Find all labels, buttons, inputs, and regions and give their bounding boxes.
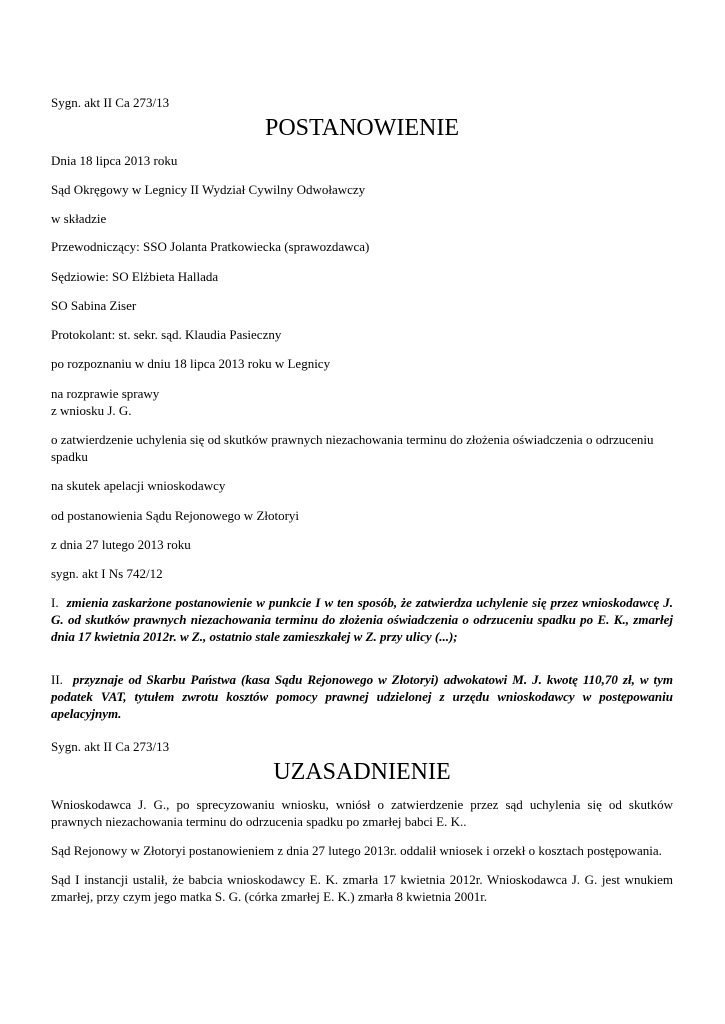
ruling-point-1-text: zmienia zaskarżone postanowienie w punkcie I w ten sposób, że zatwierdza uchylenie się przez wnioskodawcę J. G. od skutków prawnych niezachowania terminu do złożenia oświadczenia o odrzuceniu spadku po E. K., zmarłej dnia 17 kwietnia 2012r. w Z., ostatnio stale zamieszkałej w Z. przy ulicy (...); xyxy=(51,595,674,644)
case-subject: o zatwierdzenie uchylenia się od skutków prawnych niezachowania terminu do złożenia oświadczenia o odrzuceniu spadku xyxy=(51,432,654,464)
justification-signature: Sygn. akt II Ca 273/13 xyxy=(51,739,170,754)
justification-paragraph-2: Sąd Rejonowy w Złotoryi postanowieniem z dnia 27 lutego 2013r. oddalił wniosek i orzekł o kosztach postępowania. xyxy=(51,843,662,858)
decision-date: Dnia 18 lipca 2013 roku xyxy=(51,153,178,168)
justification-paragraph-1: Wnioskodawca J. G., po sprecyzowaniu wniosku, wniósł o zatwierdzenie przez sąd uchylenia się od skutków prawnych niezachowania terminu do odrzucenia spadku po zmarłej babci E. K.. xyxy=(51,797,673,829)
hearing-info: po rozpoznaniu w dniu 18 lipca 2013 roku w Legnicy xyxy=(51,356,331,371)
case-signature: Sygn. akt II Ca 273/13 xyxy=(51,95,170,110)
case-line-1: na rozprawie sprawy xyxy=(51,386,160,401)
judges-line-2: SO Sabina Ziser xyxy=(51,298,137,313)
justification-paragraph-3: Sąd I instancji ustalił, że babcia wnioskodawcy E. K. zmarła 17 kwietnia 2012r. Wnioskodawca J. G. jest wnukiem zmarłej, przy czym jego matka S. G. (córka zmarłej E. K.) zmarła 8 kwietnia 2001r. xyxy=(51,872,673,904)
court-name: Sąd Okręgowy w Legnicy II Wydział Cywilny Odwoławczy xyxy=(51,182,366,197)
judges-line-1: Sędziowie: SO Elżbieta Hallada xyxy=(51,269,219,284)
ruling-point-1 xyxy=(51,594,673,645)
presiding-judge: Przewodniczący: SSO Jolanta Pratkowiecka (sprawozdawca) xyxy=(51,239,370,254)
appeal-info: na skutek apelacji wnioskodawcy xyxy=(51,478,226,493)
document-title: POSTANOWIENIE xyxy=(264,115,460,141)
ruling-point-2 xyxy=(51,671,673,722)
lower-court-signature: sygn. akt I Ns 742/12 xyxy=(51,566,163,581)
case-line-2: z wniosku J. G. xyxy=(51,403,132,418)
court-clerk: Protokolant: st. sekr. sąd. Klaudia Pasieczny xyxy=(51,327,282,342)
ruling-point-2-number: II. xyxy=(51,672,63,687)
lower-court-order: od postanowienia Sądu Rejonowego w Złotoryi xyxy=(51,508,300,523)
ruling-point-1-number: I. xyxy=(51,595,59,610)
ruling-point-2-text: przyznaje od Skarbu Państwa (kasa Sądu Rejonowego w Złotoryi) adwokatowi M. J. kwotę 110,70 zł, w tym podatek VAT, tytułem zwrotu kosztów pomocy prawnej udzielonej z urzędu wnioskodawcy w postępowaniu apelacyjnym. xyxy=(51,672,673,721)
composition-label: w składzie xyxy=(51,211,107,226)
lower-court-order-date: z dnia 27 lutego 2013 roku xyxy=(51,537,191,552)
justification-title: UZASADNIENIE xyxy=(273,759,451,785)
